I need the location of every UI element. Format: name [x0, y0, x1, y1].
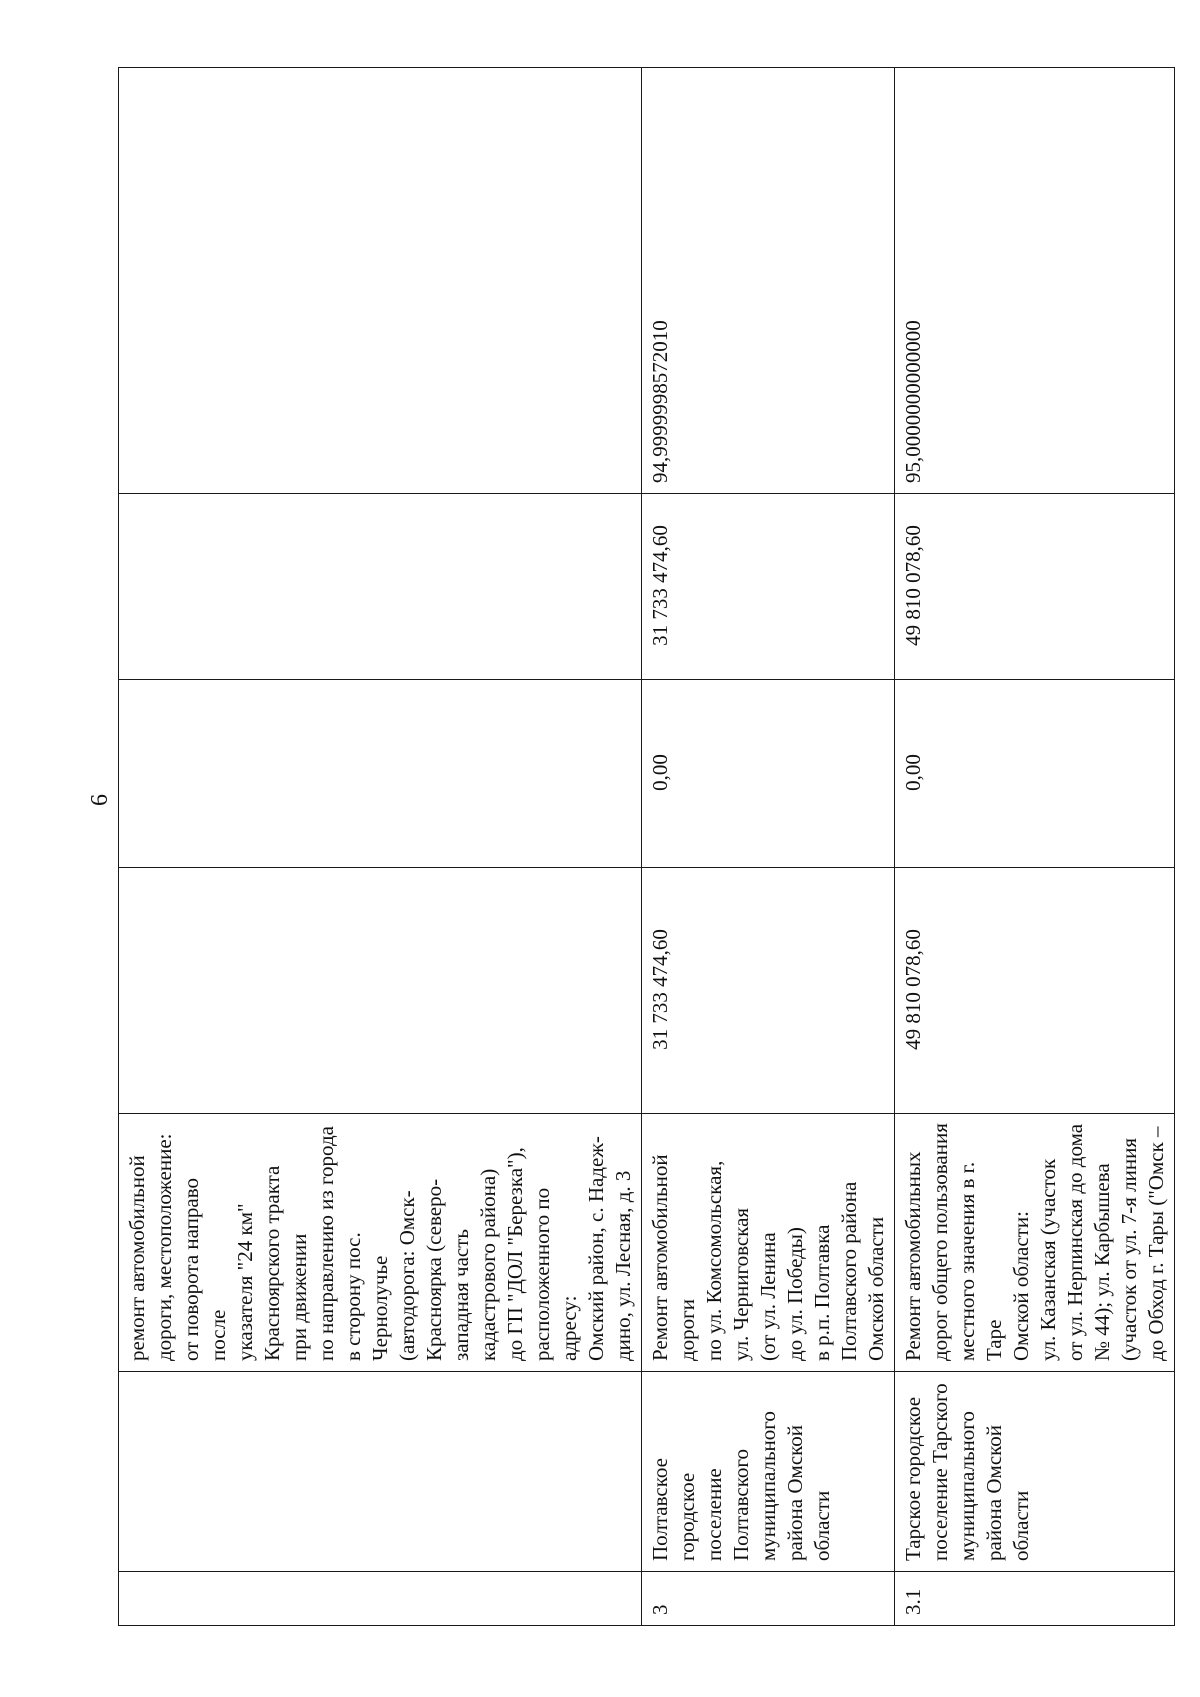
amount-b-cell: 31 733 474,60: [642, 494, 895, 680]
percent-cell: 94,9999998572010: [642, 68, 895, 494]
description-cell: ремонт автомобильной дороги, местоположение: от поворота направо после указателя "24 км" Красноярского тракта при движении по направлению из города в сторону пос. Чернолучье (автодорога: Омск- Красноярка (северо- западная часть кадастрового района) до ГП "ДОЛ "Березка"), расположенного по адресу: Омский район, с. Надеж- дино, ул. Лесная, д. 3: [119, 1114, 642, 1372]
percent-cell: [119, 68, 642, 494]
description-cell: Ремонт автомобильных дорог общего пользования местного значения в г. Таре Омской области: ул. Казанская (участок от ул. Нерпинская до дома № 44); ул. Карбышева (участок от ул. 7-я линия до Обход г. Тары ("Омск –: [895, 1114, 1175, 1372]
row-index: 3.1: [895, 1572, 1175, 1626]
percent-cell: 95,0000000000000: [895, 68, 1175, 494]
table-row: [895, 68, 1175, 1626]
total-cell: [119, 868, 642, 1114]
page-number: 6: [87, 794, 113, 806]
amount-b-cell: [119, 494, 642, 680]
table-row: [119, 68, 642, 1626]
amount-a-cell: 0,00: [895, 680, 1175, 868]
amount-a-cell: [119, 680, 642, 868]
amount-b-cell: 49 810 078,60: [895, 494, 1175, 680]
amount-a-cell: 0,00: [642, 680, 895, 868]
description-cell: Ремонт автомобильной дороги по ул. Комсомольская, ул. Черниговская (от ул. Ленина до ул. Победы) в р.п. Полтавка Полтавского района Омской области: [642, 1114, 895, 1372]
total-cell: 31 733 474,60: [642, 868, 895, 1114]
municipality-cell: Полтавское городское поселение Полтавского муниципального района Омской области: [642, 1372, 895, 1572]
funding-table: [118, 67, 1175, 1626]
municipality-cell: Тарское городское поселение Тарского муниципального района Омской области: [895, 1372, 1175, 1572]
municipality-cell: [119, 1372, 642, 1572]
table-region: [118, 68, 1168, 1626]
rotated-table-container: [118, 68, 1168, 1626]
table-row: [642, 68, 895, 1626]
total-cell: 49 810 078,60: [895, 868, 1175, 1114]
row-index: 3: [642, 1572, 895, 1626]
row-index: [119, 1572, 642, 1626]
